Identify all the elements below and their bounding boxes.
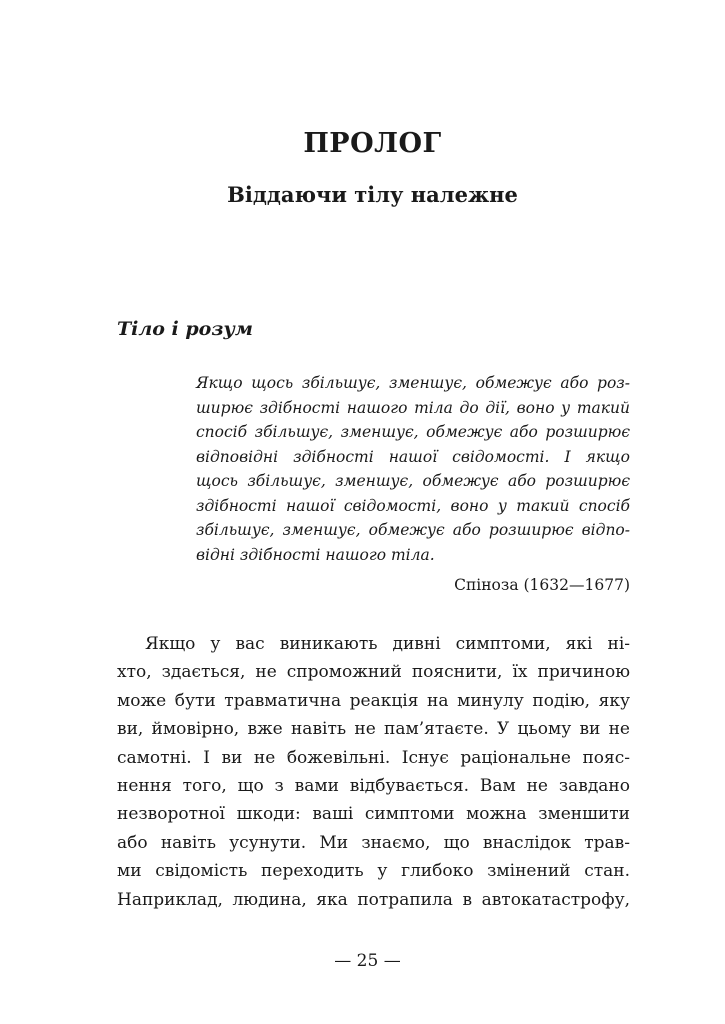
epigraph-line: відповідні здібності нашої свідомості. І якщо [196,447,630,466]
epigraph-line: відні здібності нашого тіла. [196,545,435,564]
epigraph-line: збільшує, зменшує, обмежує або розширює відпо- [196,521,630,539]
body-line: хто, здається, не спроможний пояснити, їх причиною [117,662,630,683]
body-line: незворотної шкоди: ваші симптоми можна зменшити [117,804,630,825]
body-paragraph [117,630,630,914]
epigraph-line: Якщо щось збільшує, зменшує, обмежує або роз- [196,374,630,392]
body-line: або навіть усунути. Ми знаємо, що внаслідок трав- [117,832,630,853]
body-line: ви, ймовірно, вже навіть не пам’ятаєте. У цьому ви не [117,719,630,740]
epigraph-line: здібності нашої свідомості, воно у такий спосіб [196,496,630,515]
body-line: може бути травматична реакція на минулу подію, яку [117,690,630,711]
page-number: — 25 — [334,951,401,971]
epigraph-author: Спіноза (1632—1677) [454,576,630,594]
body-line: Наприклад, людина, яка потрапила в автокатастрофу, [117,889,630,910]
chapter-title: ПРОЛОГ [303,128,442,159]
epigraph-line: спосіб збільшує, зменшує, обмежує або розширює [196,423,630,441]
chapter-subtitle: Віддаючи тілу належне [227,182,518,207]
epigraph-line: ширює здібності нашого тіла до дії, воно у такий [196,398,630,417]
epigraph-quote [196,371,630,597]
body-line: нення того, що з вами відбувається. Вам не завдано [117,775,630,796]
body-line: ми свідомість переходить у глибоко змінений стан. [117,861,630,882]
section-heading: Тіло і розум [117,318,253,340]
body-line: Якщо у вас виникають дивні симптоми, які ні- [145,634,630,654]
epigraph-line: щось збільшує, зменшує, обмежує або розширює [196,472,630,490]
body-line: самотні. І ви не божевільні. Існує раціональне пояс- [117,747,630,768]
